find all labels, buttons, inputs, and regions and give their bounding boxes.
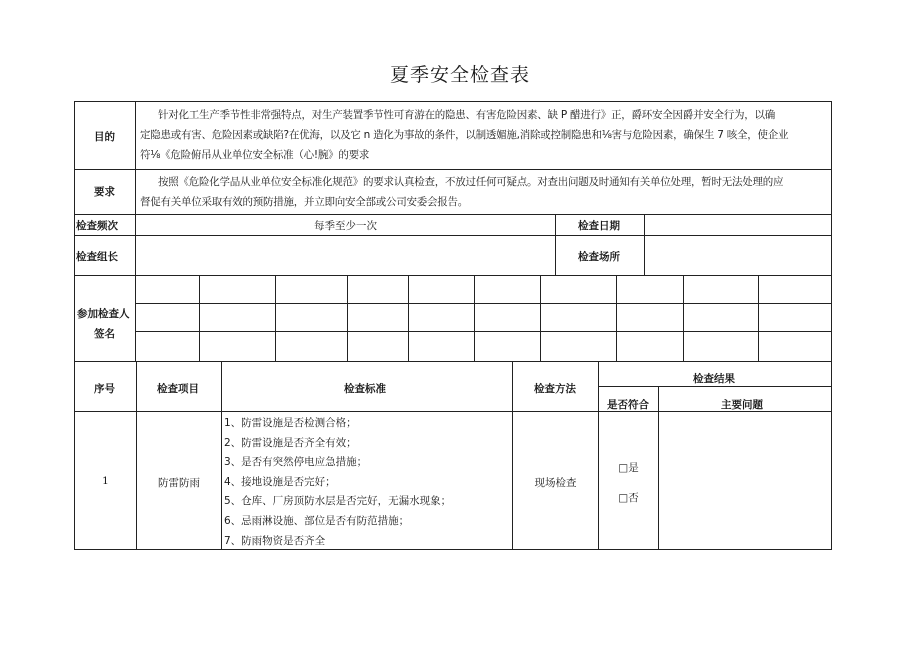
purpose-line: 定隐患或有害、危险因素或缺陷?在优海，以及它 n 造化为事故的条件，以制透媚施,消除或控制隐患和⅛害与危险因素，确保生 7 咳全，使企业 (140, 129, 789, 141)
conform-yes-checkbox[interactable]: □是 (618, 462, 639, 474)
participants-label-sign: 签名 (94, 328, 115, 340)
standard-line: 4、接地设施是否完好； (224, 475, 336, 488)
purpose-label: 目的 (94, 131, 115, 143)
checklist-column-divider (221, 361, 222, 550)
signature-column-divider (275, 275, 276, 361)
requirement-line: 按照《危险化学品从业单位安全标准化规范》的要求认真检查，不放过任何可疑点。对查出问题及时通知有关单位处理，暂时无法处理的应 (158, 176, 784, 188)
signature-column-divider (758, 275, 759, 361)
header-issues: 主要问题 (721, 399, 763, 411)
header-result: 检查结果 (693, 373, 735, 385)
purpose-text (140, 105, 828, 165)
check-date-label: 检查日期 (578, 220, 620, 232)
row-divider (74, 169, 832, 170)
signature-column-divider (540, 275, 541, 361)
row-divider (74, 411, 832, 412)
header-conform: 是否符合 (607, 399, 649, 411)
signature-column-divider (199, 275, 200, 361)
column-divider (555, 214, 556, 275)
purpose-line: 符⅛《危险俯吊从业单位安全标准（心!腕》的要求 (140, 149, 370, 161)
purpose-line: 针对化工生产季节性非常强特点，对生产装置季节性可育游在的隐患、有害危险因素、缺 P 醋进行》正，爵环安全因爵并安全行为，以确 (158, 109, 776, 121)
standard-line: 5、仓库、厂房顶防水层是否完好，无漏水现象； (224, 495, 452, 508)
checklist-column-divider (598, 361, 599, 550)
result-header-divider (598, 386, 832, 387)
signature-column-divider (474, 275, 475, 361)
page-title: 夏季安全检查表 (389, 64, 530, 86)
table-border-right (831, 101, 832, 550)
column-divider (644, 214, 645, 275)
row-item: 防雷防雨 (158, 477, 200, 489)
conform-no-checkbox[interactable]: □否 (618, 492, 639, 504)
frequency-label: 检查频次 (76, 220, 118, 232)
row-method: 现场检查 (534, 477, 577, 489)
standard-line: 6、忌雨淋设施、部位是否有防范措施； (224, 514, 410, 527)
row-standards (224, 414, 451, 551)
checklist-column-divider (512, 361, 513, 550)
checklist-column-divider (658, 386, 659, 550)
frequency-value[interactable]: 每季至少一次 (314, 220, 377, 232)
signature-column-divider (616, 275, 617, 361)
checklist-column-divider (136, 361, 137, 550)
requirement-label: 要求 (94, 186, 115, 198)
signature-column-divider (408, 275, 409, 361)
row-divider (74, 275, 832, 276)
requirement-text (140, 172, 828, 212)
standard-line: 1、防雷设施是否检测合格； (224, 417, 357, 429)
place-label: 检查场所 (578, 251, 620, 263)
header-seq: 序号 (94, 383, 115, 395)
table-border-top (74, 101, 832, 102)
row-divider (74, 214, 832, 215)
requirement-line: 督促有关单位采取有效的预防措施，并立即向安全部或公司安委会报告。 (140, 196, 468, 208)
header-item: 检查项目 (157, 383, 199, 395)
signature-column-divider (683, 275, 684, 361)
row-seq: 1 (102, 475, 109, 487)
table-border-bottom (74, 549, 832, 550)
signature-divider (135, 331, 832, 332)
signature-divider (135, 303, 832, 304)
leader-label: 检查组长 (76, 251, 118, 263)
standard-line: 2、防雷设施是否齐全有效； (224, 436, 357, 449)
header-method: 检查方法 (534, 383, 576, 395)
signature-column-divider (347, 275, 348, 361)
standard-line: 3、是否有突然停电应急措施； (224, 456, 368, 469)
header-standard: 检查标准 (344, 383, 386, 395)
participants-label: 参加检查人 (77, 308, 130, 320)
row-divider (74, 235, 832, 236)
row-divider (74, 361, 832, 362)
standard-line: 7、防雨物资是否齐全 (224, 534, 326, 547)
